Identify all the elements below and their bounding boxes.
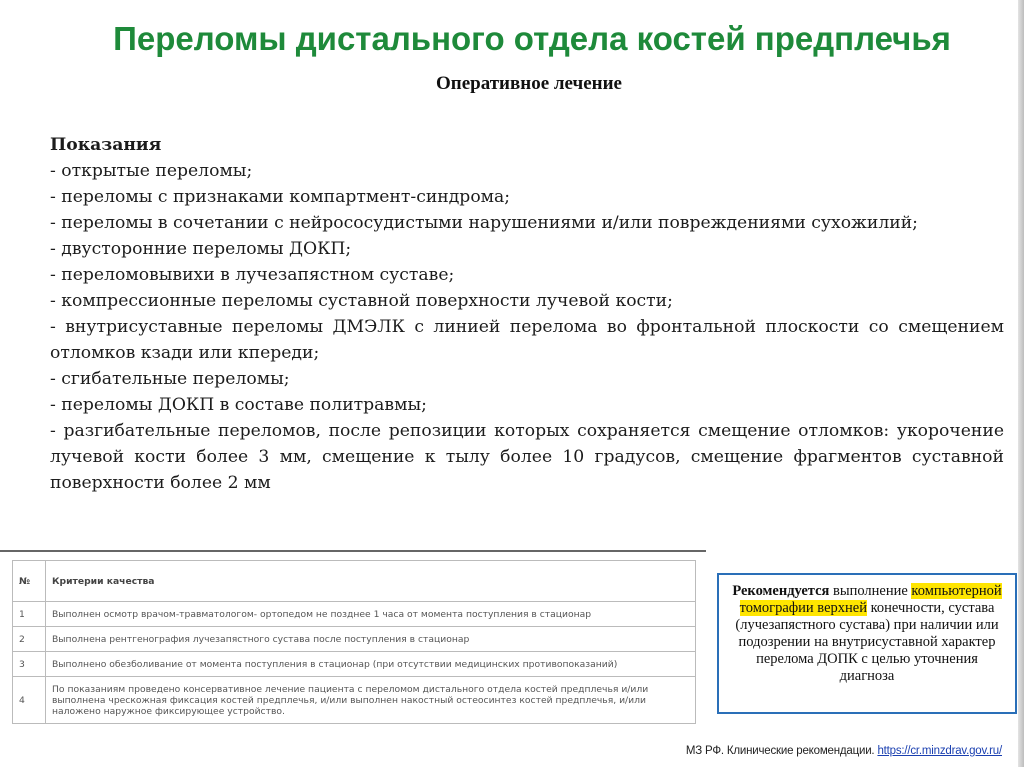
indication-item: - двусторонние переломы ДОКП; <box>50 239 352 259</box>
recommendation-text-2: конечности, сустава (лучезапястного сустава) при наличии или подозрении на внутрисуставной характер перелома ДОПК с целью уточнения диагноза <box>735 600 999 684</box>
row-number: 3 <box>13 652 46 677</box>
row-criterion: По показаниям проведено консервативное лечение пациента с переломом дистального отдела костей предплечья и/или выполнена чрескожная фиксация костей предплечья, и/или выполнен накостный остеосинтез костей предплечья, и/или наложено наружное фиксирующее устройство. <box>46 677 696 724</box>
recommendation-text-1: выполнение <box>829 583 912 599</box>
slide-right-edge <box>1018 0 1024 767</box>
recommendation-highlight: компьютерной томографии верхней <box>739 583 1002 616</box>
column-header-number: № <box>13 561 46 602</box>
row-number: 2 <box>13 627 46 652</box>
table-row <box>13 627 696 652</box>
indication-item: - внутрисуставные переломы ДМЭЛК с линией перелома во фронтальной плоскости со смещением отломков кзади или кпереди; <box>50 317 1004 363</box>
indication-item: - переломовывихи в лучезапястном суставе; <box>50 265 455 285</box>
table-header-row <box>13 561 696 602</box>
slide-subtitle: Оперативное лечение <box>435 73 622 94</box>
quality-criteria-table-image <box>0 550 706 742</box>
row-criterion: Выполнено обезболивание от момента поступления в стационар (при отсутствии медицинских противопоказаний) <box>46 652 696 677</box>
indication-item: - переломы в сочетании с нейрососудистыми нарушениями и/или повреждениями сухожилий; <box>50 213 918 233</box>
indication-item: - переломы ДОКП в составе политравмы; <box>50 395 427 415</box>
footer-source-text: МЗ РФ. Клинические рекомендации. <box>685 745 878 757</box>
footer-source-link[interactable]: https://cr.minzdrav.gov.ru/ <box>877 745 1002 757</box>
table-row <box>13 602 696 627</box>
row-number: 1 <box>13 602 46 627</box>
row-number: 4 <box>13 677 46 724</box>
slide-title: Переломы дистального отдела костей предплечья <box>113 20 951 57</box>
indications-block <box>50 132 1004 536</box>
indication-item: - разгибательные переломов, после репозиции которых сохраняется смещение отломков: укорочение лучевой кости более 3 мм, смещение к тылу более 10 градусов, смещение фрагментов суставной поверхности более 2 мм <box>50 421 1004 493</box>
indication-item: - переломы с признаками компартмент-синдрома; <box>50 187 511 207</box>
table-row <box>13 677 696 724</box>
table-top-rule <box>0 550 706 552</box>
recommendation-box <box>717 573 1017 714</box>
quality-criteria-table <box>12 560 696 724</box>
row-criterion: Выполнена рентгенография лучезапястного сустава после поступления в стационар <box>46 627 696 652</box>
indication-item: - открытые переломы; <box>50 161 253 181</box>
source-footer <box>686 745 1002 757</box>
recommendation-lead: Рекомендуется <box>732 583 830 599</box>
indication-item: - сгибательные переломы; <box>50 369 290 389</box>
column-header-criteria: Критерии качества <box>46 561 696 602</box>
table-row <box>13 652 696 677</box>
indications-heading: Показания <box>50 135 162 155</box>
row-criterion: Выполнен осмотр врачом-травматологом- ортопедом не позднее 1 часа от момента поступления в стационар <box>46 602 696 627</box>
indication-item: - компрессионные переломы суставной поверхности лучевой кости; <box>50 291 673 311</box>
